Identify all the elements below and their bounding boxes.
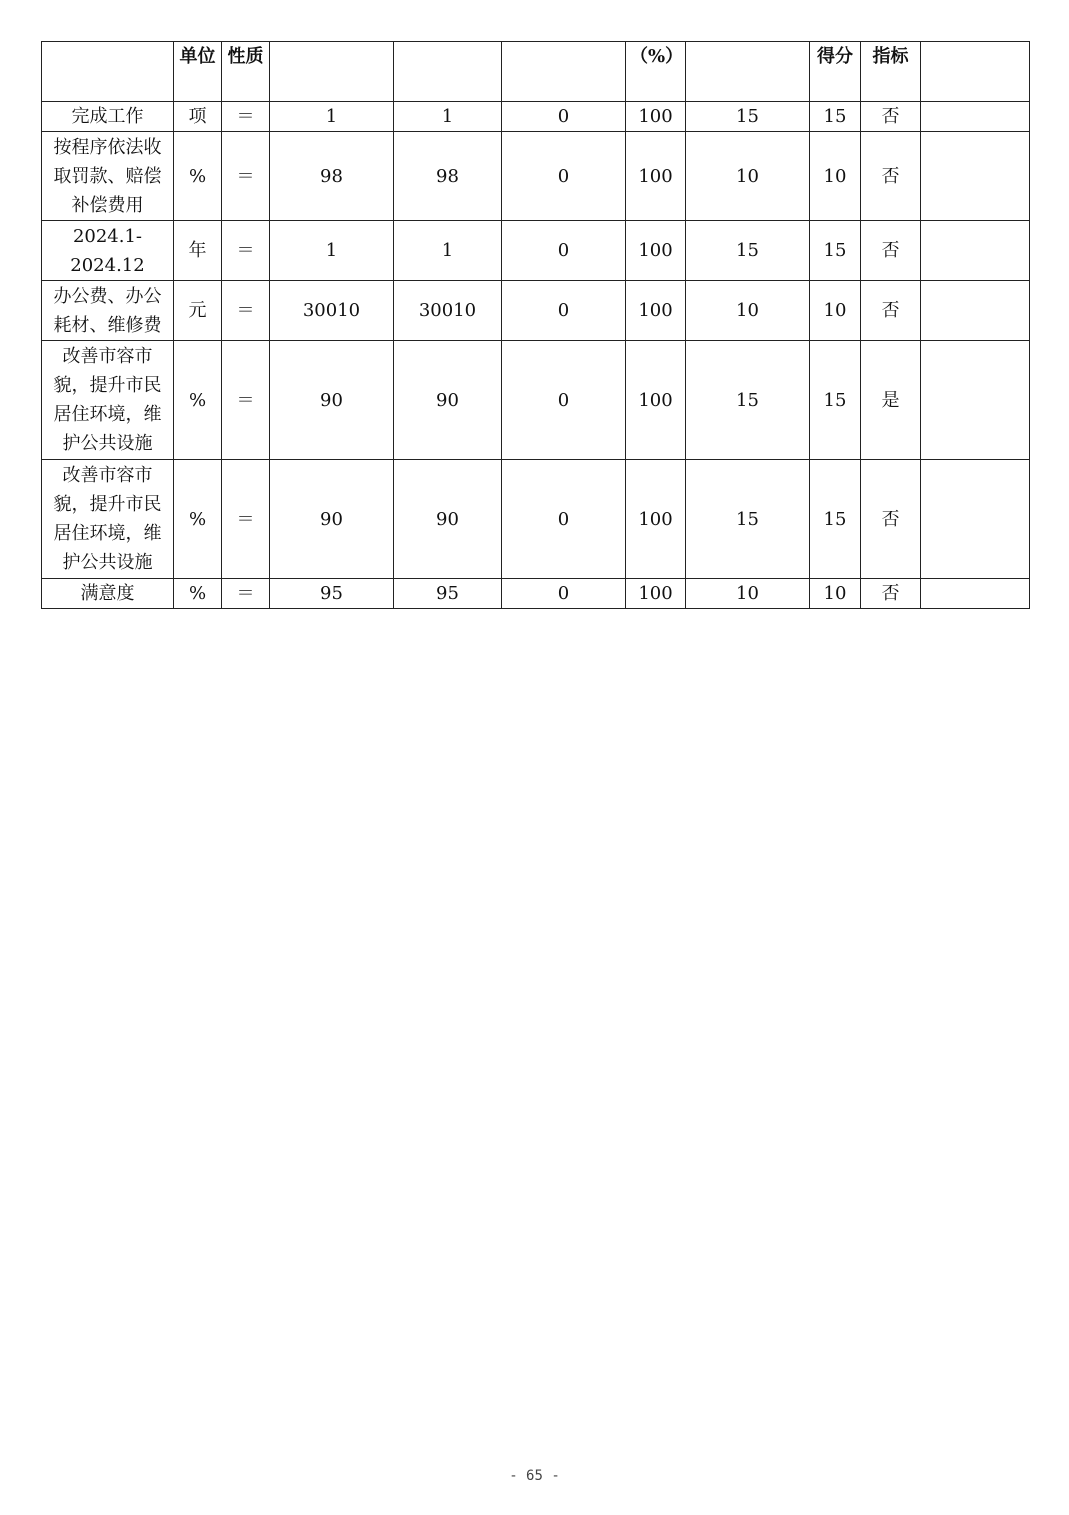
cell-nature: ＝ bbox=[222, 221, 270, 281]
cell-nature: ＝ bbox=[222, 132, 270, 221]
header-cell bbox=[394, 42, 502, 102]
cell-nature: ＝ bbox=[222, 281, 270, 341]
cell-name: 完成工作 bbox=[42, 102, 174, 132]
cell-deviation: 0 bbox=[502, 281, 626, 341]
cell-actual: 98 bbox=[394, 132, 502, 221]
cell-nature: ＝ bbox=[222, 341, 270, 460]
cell-unit: % bbox=[174, 579, 222, 609]
header-row bbox=[42, 42, 1030, 102]
cell-rate: 100 bbox=[626, 102, 686, 132]
cell-note bbox=[921, 132, 1030, 221]
table-row bbox=[42, 102, 1030, 132]
cell-weight: 15 bbox=[686, 341, 810, 460]
cell-score: 15 bbox=[810, 341, 861, 460]
header-cell-nature: 性质 bbox=[222, 42, 270, 102]
cell-actual: 90 bbox=[394, 460, 502, 579]
cell-flag: 否 bbox=[861, 579, 921, 609]
cell-actual: 1 bbox=[394, 102, 502, 132]
cell-weight: 10 bbox=[686, 281, 810, 341]
cell-deviation: 0 bbox=[502, 460, 626, 579]
cell-weight: 10 bbox=[686, 132, 810, 221]
cell-score: 15 bbox=[810, 221, 861, 281]
cell-weight: 15 bbox=[686, 102, 810, 132]
header-cell bbox=[921, 42, 1030, 102]
cell-target: 90 bbox=[270, 460, 394, 579]
cell-target: 30010 bbox=[270, 281, 394, 341]
header-cell bbox=[686, 42, 810, 102]
page-number: - 65 - bbox=[509, 1468, 560, 1484]
cell-rate: 100 bbox=[626, 579, 686, 609]
table-row bbox=[42, 460, 1030, 579]
cell-deviation: 0 bbox=[502, 221, 626, 281]
cell-score: 10 bbox=[810, 132, 861, 221]
cell-actual: 95 bbox=[394, 579, 502, 609]
table-row bbox=[42, 221, 1030, 281]
cell-nature: ＝ bbox=[222, 102, 270, 132]
cell-deviation: 0 bbox=[502, 579, 626, 609]
cell-score: 15 bbox=[810, 460, 861, 579]
cell-nature: ＝ bbox=[222, 460, 270, 579]
cell-target: 98 bbox=[270, 132, 394, 221]
header-cell bbox=[502, 42, 626, 102]
cell-rate: 100 bbox=[626, 341, 686, 460]
cell-rate: 100 bbox=[626, 281, 686, 341]
cell-note bbox=[921, 460, 1030, 579]
cell-score: 10 bbox=[810, 281, 861, 341]
cell-unit: % bbox=[174, 132, 222, 221]
cell-unit: 年 bbox=[174, 221, 222, 281]
cell-unit: % bbox=[174, 460, 222, 579]
cell-score: 10 bbox=[810, 579, 861, 609]
cell-name: 满意度 bbox=[42, 579, 174, 609]
cell-name: 按程序依法收取罚款、赔偿补偿费用 bbox=[42, 132, 174, 221]
header-cell-score: 得分 bbox=[810, 42, 861, 102]
cell-score: 15 bbox=[810, 102, 861, 132]
cell-target: 95 bbox=[270, 579, 394, 609]
table-row bbox=[42, 281, 1030, 341]
cell-note bbox=[921, 281, 1030, 341]
cell-deviation: 0 bbox=[502, 132, 626, 221]
cell-weight: 10 bbox=[686, 579, 810, 609]
cell-actual: 1 bbox=[394, 221, 502, 281]
cell-target: 1 bbox=[270, 221, 394, 281]
header-cell bbox=[42, 42, 174, 102]
cell-name: 办公费、办公耗材、维修费 bbox=[42, 281, 174, 341]
cell-note bbox=[921, 579, 1030, 609]
cell-name: 改善市容市貌，提升市民居住环境，维护公共设施 bbox=[42, 341, 174, 460]
cell-name: 改善市容市貌，提升市民居住环境，维护公共设施 bbox=[42, 460, 174, 579]
table-body bbox=[42, 42, 1030, 609]
cell-actual: 30010 bbox=[394, 281, 502, 341]
header-cell-unit: 单位 bbox=[174, 42, 222, 102]
cell-target: 90 bbox=[270, 341, 394, 460]
cell-flag: 否 bbox=[861, 221, 921, 281]
cell-weight: 15 bbox=[686, 460, 810, 579]
cell-flag: 否 bbox=[861, 102, 921, 132]
cell-nature: ＝ bbox=[222, 579, 270, 609]
cell-flag: 否 bbox=[861, 132, 921, 221]
cell-flag: 否 bbox=[861, 460, 921, 579]
header-cell-indicator: 指标 bbox=[861, 42, 921, 102]
cell-note bbox=[921, 221, 1030, 281]
header-cell-percent: （%） bbox=[626, 42, 686, 102]
cell-weight: 15 bbox=[686, 221, 810, 281]
table-row bbox=[42, 132, 1030, 221]
cell-unit: % bbox=[174, 341, 222, 460]
cell-rate: 100 bbox=[626, 221, 686, 281]
cell-rate: 100 bbox=[626, 132, 686, 221]
performance-table bbox=[41, 41, 1030, 609]
cell-flag: 是 bbox=[861, 341, 921, 460]
cell-deviation: 0 bbox=[502, 341, 626, 460]
header-cell bbox=[270, 42, 394, 102]
cell-flag: 否 bbox=[861, 281, 921, 341]
cell-deviation: 0 bbox=[502, 102, 626, 132]
table-row bbox=[42, 579, 1030, 609]
table-row bbox=[42, 341, 1030, 460]
cell-note bbox=[921, 341, 1030, 460]
cell-note bbox=[921, 102, 1030, 132]
cell-unit: 项 bbox=[174, 102, 222, 132]
cell-actual: 90 bbox=[394, 341, 502, 460]
cell-rate: 100 bbox=[626, 460, 686, 579]
cell-unit: 元 bbox=[174, 281, 222, 341]
cell-target: 1 bbox=[270, 102, 394, 132]
cell-name: 2024.1-2024.12 bbox=[42, 221, 174, 281]
